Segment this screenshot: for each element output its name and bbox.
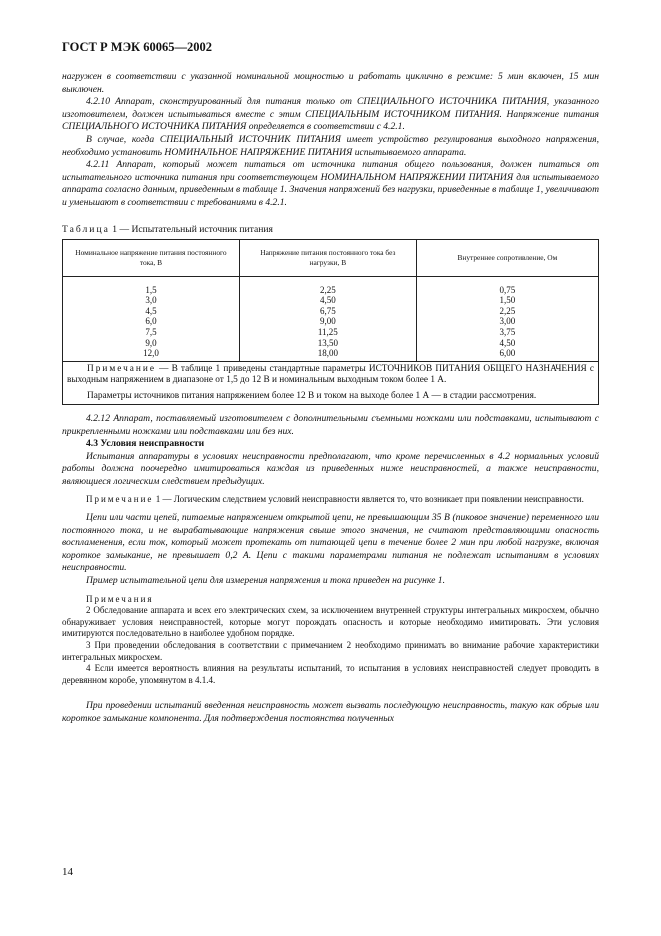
table-cell: 1,50 (499, 295, 516, 306)
header-no-load-voltage: Напряжение питания постоянного тока без нагрузки, В (239, 239, 416, 276)
table-cell: 9,00 (319, 316, 336, 327)
table-note-label: Примечание (87, 363, 156, 374)
table-cell: 3,0 (145, 295, 157, 306)
table-cell: 2,25 (499, 305, 516, 316)
table-caption (62, 224, 599, 235)
table-cell: 6,75 (319, 305, 336, 316)
table-cell: 0,75 (499, 284, 516, 295)
document-page (62, 40, 599, 726)
paragraph-4-2-10: 4.2.10 Аппарат, сконструированный для питания только от СПЕЦИАЛЬНОГО ИСТОЧНИКА ПИТАНИЯ, указанного изготовителем, должен испытываться вместе с этим СПЕЦИАЛЬНЫМ ИСТОЧНИКОМ ПИТАНИЯ. Напряжение питания СПЕЦИАЛЬНОГО ИСТОЧНИКА ПИТАНИЯ определяется в соответствии с 4.2.1. (62, 96, 599, 133)
note-4: 4 Если имеется вероятность влияния на результаты испытаний, то испытания в условиях неисправностей следует проводить в деревянном коробе, упомянутом в 4.1.4. (62, 663, 599, 685)
header-nominal-voltage: Номинальное напряжение питания постоянного тока, В (63, 239, 240, 276)
paragraph-open-circuit-voltage: Цепи или части цепей, питаемые напряжением открытой цепи, не превышающим 35 В (пиковое значение) переменного или постоянного тока, и не вырабатывающие напряжения свыше этого значения, не считают представляющими опасность воспламенения, если ток, который может протекать от питающей цепи в течение более 2 мин при любой нагрузке, включая короткое замыкание, не превышает 0,2 А. Цепи с такими параметрами питания не подлежат испытаниям в условиях неисправности. (62, 512, 599, 574)
column-nominal-voltage (63, 276, 240, 361)
note-1-text: 1 — Логическим следствием условий неисправности является то, что возникает при появлении неисправности. (155, 494, 584, 505)
table-cell: 6,00 (499, 348, 516, 359)
paragraph-test-circuit-example: Пример испытательной цепи для измерения напряжения и тока приведен на рисунке 1. (86, 575, 446, 587)
table-cell: 2,25 (319, 284, 336, 295)
notes-label: Примечания (86, 593, 154, 604)
table-cell: 6,0 (145, 316, 157, 327)
paragraph-4-2-11: 4.2.11 Аппарат, который может питаться от источника питания общего пользования, должен питаться от испытательного источника питания при соответствующем НОМИНАЛЬНОМ НАПРЯЖЕНИИ ПИТАНИЯ для испытываемого аппарата согласно данным, приведенным в таблице 1. Значения напряжений без нагрузки, приведенные в таблице 1, увеличивают и уменьшают в соответствии с требованиями в 4.2.1. (62, 159, 599, 208)
table-data-row (63, 276, 599, 361)
table-note-text: — В таблице 1 приведены стандартные параметры ИСТОЧНИКОВ ПИТАНИЯ ОБЩЕГО НАЗНАЧЕНИЯ с выходным напряжением в диапазоне от 1,5 до 12 В и номинальным выходным током более 1 А. (67, 363, 594, 386)
table-cell: 4,50 (499, 337, 516, 348)
table-cell: 4,50 (319, 295, 336, 306)
table-cell: 1,5 (145, 284, 157, 295)
test-power-supply-table (62, 239, 599, 405)
paragraph-fault-conditions: Испытания аппаратуры в условиях неисправности предполагают, что кроме перечисленных в 4.2 нормальных условий работы должна поочередно имитироваться каждая из приведенных ниже неисправностей, а также неисправности, являющиеся логическим следствием предыдущих. (62, 450, 599, 487)
paragraph-4-2-12: 4.2.12 Аппарат, поставляемый изготовителем с дополнительными съемными ножками или подставками, испытывают с прикрепленными ножками или подставками или без них. (62, 412, 599, 437)
table-note-row (63, 361, 599, 388)
table-cell: 3,00 (499, 316, 516, 327)
paragraph-continuation: нагружен в соответствии с указанной номинальной мощностью и работать циклично в режиме: 5 мин включен, 15 мин выключен. (62, 71, 599, 95)
table-cell: 7,5 (145, 326, 157, 337)
table-note-row-2 (63, 389, 599, 405)
table-cell: 9,0 (145, 337, 157, 348)
column-internal-resistance (416, 276, 598, 361)
header-internal-resistance: Внутреннее сопротивление, Ом (416, 239, 598, 276)
table-cell: 3,75 (499, 326, 516, 337)
note-3: 3 При проведении обследования в соответствии с примечанием 2 необходимо принимать во внимание рабочие характеристики интегральных микросхем. (62, 640, 599, 662)
note-2: 2 Обследование аппарата и всех его электрических схем, за исключением внутренней структуры интегральных микросхем, обычно обнаруживает условия неисправностей, которые могут порождать опасность и которые необходимо имитировать. Эти условия имитируются последовательно в наиболее удобном порядке. (62, 605, 599, 639)
table-caption-label: Таблица (62, 223, 110, 235)
note-1-label: Примечание (86, 494, 154, 505)
table-note (63, 361, 599, 388)
table-cell: 4,5 (145, 305, 157, 316)
column-no-load-voltage (239, 276, 416, 361)
note-1 (62, 494, 599, 506)
document-header: ГОСТ Р МЭК 60065—2002 (62, 40, 212, 54)
table-caption-text: 1 — Испытательный источник питания (112, 223, 273, 235)
table-note-2: Параметры источников питания напряжением более 12 В и током на выходе более 1 А — в стадии рассмотрения. (63, 389, 599, 405)
table-header-row (63, 239, 599, 276)
table-cell: 18,00 (317, 348, 338, 359)
table-cell: 12,0 (143, 348, 159, 359)
paragraph-special-source-regulation: В случае, когда СПЕЦИАЛЬНЫЙ ИСТОЧНИК ПИТАНИЯ имеет устройство регулирования выходного напряжения, необходимо установить НОМИНАЛЬНОЕ НАПРЯЖЕНИЕ ПИТАНИЯ испытываемого аппарата. (62, 133, 599, 158)
table-cell: 11,25 (317, 326, 338, 337)
section-heading-4-3: 4.3 Условия неисправности (86, 438, 205, 450)
paragraph-induced-fault: При проведении испытаний введенная неисправность может вызвать последующую неисправность, такую как обрыв или короткое замыкание компонента. Для подтверждения постоянства полученных (62, 700, 599, 724)
page-number: 14 (62, 866, 73, 878)
table-cell: 13,50 (317, 337, 338, 348)
